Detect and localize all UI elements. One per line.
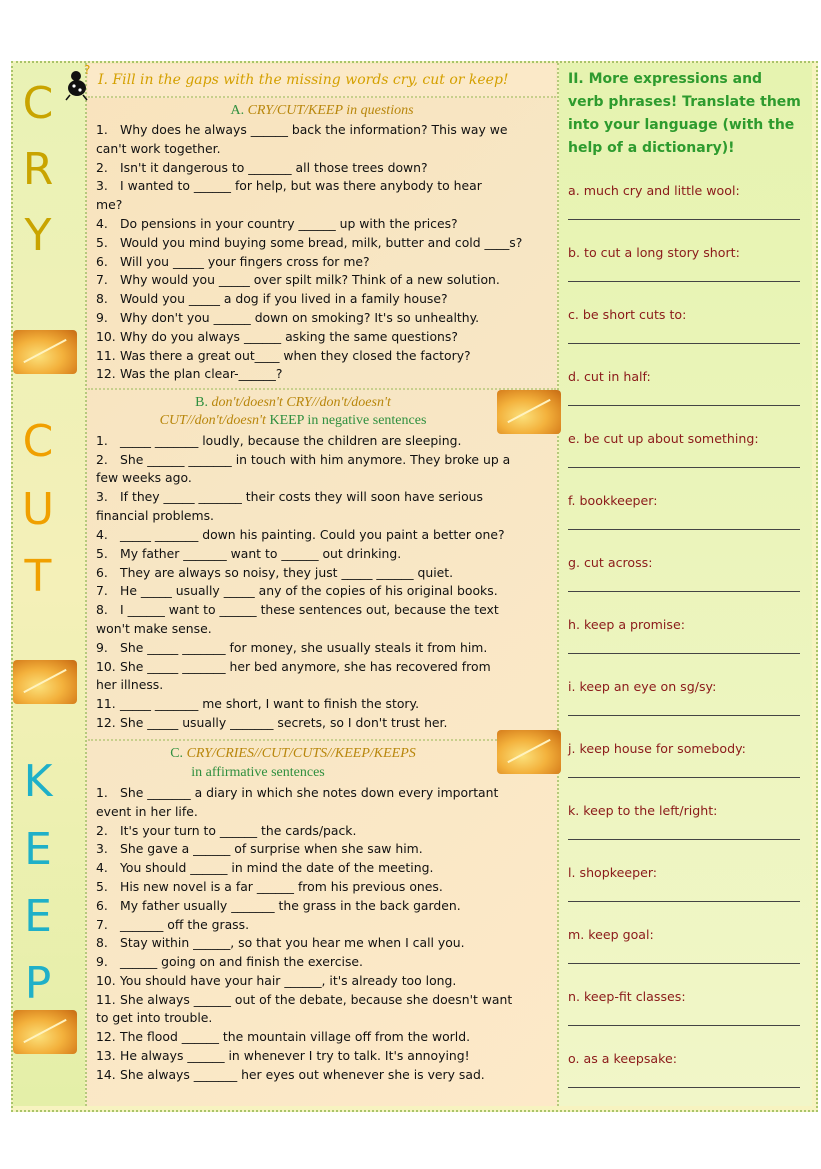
answer-line[interactable] xyxy=(568,715,800,716)
letter-r: R xyxy=(22,144,54,195)
answer-line[interactable] xyxy=(568,1025,800,1026)
item-number: 2. xyxy=(96,159,108,175)
item-text: She _____ usually _______ secrets, so I don't trust her. xyxy=(120,715,448,730)
letter-u: U xyxy=(21,484,55,535)
answer-line[interactable] xyxy=(568,591,800,592)
item-text: Do pensions in your country ______ up with the prices? xyxy=(120,216,458,231)
item-text: It's your turn to ______ the cards/pack. xyxy=(120,822,357,838)
item-text: If they _____ _______ their costs they will soon have serious financial problems. xyxy=(96,489,483,523)
item-number: 9. xyxy=(96,954,108,970)
exercise-item xyxy=(96,451,551,489)
item-text: Will you _____ your fingers cross for me? xyxy=(120,253,370,269)
item-number: 9. xyxy=(96,310,108,325)
item-text: She ______ _______ in touch with him anymore. They broke up a few weeks ago. xyxy=(96,451,511,486)
item-text: Would you _____ a dog if you lived in a family house? xyxy=(120,291,448,307)
item-text: She gave a ______ of surprise when she saw him. xyxy=(120,841,423,857)
item-number: 11. xyxy=(96,696,116,712)
item-number: 3. xyxy=(96,178,108,194)
item-text: _____ _______ loudly, because the children are sleeping. xyxy=(120,433,462,448)
expression-item: c. be short cuts to: xyxy=(568,307,687,322)
item-number: 14. xyxy=(96,1067,116,1082)
item-text: ______ going on and finish the exercise. xyxy=(120,954,363,970)
item-number: 6. xyxy=(96,897,108,913)
item-text: Why does he always ______ back the information? This way we can't work together. xyxy=(96,122,508,156)
expression-item: k. keep to the left/right: xyxy=(568,803,718,818)
column-divider xyxy=(557,63,559,1106)
item-text: She _____ _______ her bed anymore, she has recovered from her illness. xyxy=(96,658,491,693)
item-text: You should have your hair ______, it's already too long. xyxy=(120,973,457,988)
item-number: 4. xyxy=(96,860,108,876)
answer-line[interactable] xyxy=(568,777,800,778)
item-number: 4. xyxy=(96,527,108,542)
item-number: 1. xyxy=(96,433,108,448)
expression-item: h. keep a promise: xyxy=(568,617,685,632)
item-text: I ______ want to ______ these sentences out, because the text won't make sense. xyxy=(96,602,499,636)
answer-line[interactable] xyxy=(568,281,800,282)
exercise-item xyxy=(96,121,551,159)
expression-item: m. keep goal: xyxy=(568,927,654,942)
item-number: 11. xyxy=(96,991,116,1007)
section-a-title: A. CRY/CUT/KEEP in questions xyxy=(230,103,414,118)
expression-item: e. be cut up about something: xyxy=(568,431,759,446)
item-number: 6. xyxy=(96,253,108,269)
answer-line[interactable] xyxy=(568,839,800,840)
autumn-leaf-image xyxy=(13,1010,77,1054)
autumn-leaf-image xyxy=(497,730,561,774)
answer-line[interactable] xyxy=(568,343,800,344)
item-number: 8. xyxy=(96,602,108,618)
item-number: 8. xyxy=(96,291,108,307)
svg-text:?: ? xyxy=(84,63,91,77)
section-c-title: C. CRY/CRIES//CUT/CUTS//KEEP/KEEPS xyxy=(170,746,416,761)
item-text: Why do you always ______ asking the same questions? xyxy=(120,328,458,344)
letter-c: C xyxy=(22,78,54,129)
item-number: 12. xyxy=(96,715,116,730)
expression-item: g. cut across: xyxy=(568,555,653,570)
answer-line[interactable] xyxy=(568,963,800,964)
item-number: 8. xyxy=(96,935,108,951)
answer-line[interactable] xyxy=(568,219,800,220)
section-b-title: B. don't/doesn't CRY//don't/doesn't xyxy=(195,395,391,410)
item-text: They are always so noisy, they just _____ ______ quiet. xyxy=(120,564,454,580)
ladybug-icon xyxy=(62,62,96,102)
item-number: 11. xyxy=(96,347,116,363)
item-text: He always ______ in whenever I try to talk. It's annoying! xyxy=(120,1048,470,1064)
expression-item: o. as a keepsake: xyxy=(568,1051,677,1066)
item-text: I wanted to ______ for help, but was there anybody to hear me? xyxy=(96,178,482,212)
autumn-leaf-image xyxy=(13,330,77,374)
answer-line[interactable] xyxy=(568,901,800,902)
item-number: 3. xyxy=(96,489,108,505)
item-number: 12. xyxy=(96,366,116,382)
item-text: Why don't you ______ down on smoking? It's so unhealthy. xyxy=(120,310,480,325)
item-text: She _______ a diary in which she notes down every important event in her life. xyxy=(96,785,499,819)
letter-p: P xyxy=(24,958,52,1009)
item-number: 5. xyxy=(96,545,108,561)
item-number: 10. xyxy=(96,973,116,988)
exercise-item xyxy=(96,991,551,1029)
letter-y: Y xyxy=(24,210,52,261)
autumn-leaf-image xyxy=(13,660,77,704)
item-text: My father _______ want to ______ out drinking. xyxy=(120,545,402,561)
item-number: 2. xyxy=(96,451,108,467)
item-text: _____ _______ me short, I want to finish the story. xyxy=(120,696,420,712)
answer-line[interactable] xyxy=(568,653,800,654)
section-b-title-line2: CUT//don't/doesn't KEEP in negative sentences xyxy=(159,413,427,428)
item-text: Why would you _____ over spilt milk? Think of a new solution. xyxy=(120,272,500,288)
answer-line[interactable] xyxy=(568,405,800,406)
item-number: 7. xyxy=(96,272,108,288)
item-text: Would you mind buying some bread, milk, butter and cold ____s? xyxy=(120,234,523,250)
item-number: 7. xyxy=(96,916,108,932)
letter-c: C xyxy=(22,416,54,467)
section-divider xyxy=(88,739,556,741)
item-text: _____ _______ down his painting. Could you paint a better one? xyxy=(120,527,505,542)
answer-line[interactable] xyxy=(568,1087,800,1088)
expression-item: d. cut in half: xyxy=(568,369,651,384)
exercise-item xyxy=(96,601,551,639)
section-c-title-line2: in affirmative sentences xyxy=(191,765,325,780)
item-text: She always ______ out of the debate, because she doesn't want to get into trouble. xyxy=(96,991,513,1026)
item-number: 6. xyxy=(96,564,108,580)
expression-item: i. keep an eye on sg/sy: xyxy=(568,679,717,694)
item-number: 1. xyxy=(96,122,108,137)
section-divider xyxy=(88,388,556,390)
expression-item: l. shopkeeper: xyxy=(568,865,658,880)
item-number: 9. xyxy=(96,639,108,655)
expression-item: n. keep-fit classes: xyxy=(568,989,686,1004)
item-text: Was there a great out____ when they closed the factory? xyxy=(120,347,471,363)
item-text: You should ______ in mind the date of the meeting. xyxy=(120,860,434,876)
exercise-item xyxy=(96,488,551,526)
item-text: My father usually _______ the grass in the back garden. xyxy=(120,897,461,913)
item-number: 13. xyxy=(96,1048,116,1064)
expression-item: j. keep house for somebody: xyxy=(568,741,746,756)
item-text: Isn't it dangerous to _______ all those trees down? xyxy=(120,159,428,175)
item-number: 7. xyxy=(96,583,108,599)
expressions-heading: II. More expressions and verb phrases! Translate them into your language (with the help of a dictionary)! xyxy=(568,71,801,156)
letter-t: T xyxy=(24,551,52,602)
item-number: 2. xyxy=(96,822,108,838)
item-number: 10. xyxy=(96,328,116,344)
expression-item: f. bookkeeper: xyxy=(568,493,658,508)
item-text: She always _______ her eyes out whenever she is very sad. xyxy=(120,1067,485,1082)
item-text: She _____ _______ for money, she usually steals it from him. xyxy=(120,639,488,655)
letter-e: E xyxy=(24,824,52,875)
item-number: 10. xyxy=(96,658,116,674)
expression-item: b. to cut a long story short: xyxy=(568,245,740,260)
expression-item: a. much cry and little wool: xyxy=(568,183,740,198)
item-number: 4. xyxy=(96,216,108,231)
answer-line[interactable] xyxy=(568,467,800,468)
letter-k: K xyxy=(23,756,53,807)
autumn-leaf-image xyxy=(497,390,561,434)
item-number: 3. xyxy=(96,841,108,857)
item-number: 1. xyxy=(96,785,108,800)
item-text: _______ off the grass. xyxy=(120,916,250,932)
instruction-text: I. Fill in the gaps with the missing words cry, cut or keep! xyxy=(98,72,509,88)
item-text: He _____ usually _____ any of the copies of his original books. xyxy=(120,583,498,599)
item-number: 12. xyxy=(96,1029,116,1045)
item-text: The flood ______ the mountain village off from the world. xyxy=(120,1029,471,1045)
item-text: Was the plan clear-______? xyxy=(120,366,283,382)
item-number: 5. xyxy=(96,879,108,894)
letter-e: E xyxy=(24,891,52,942)
item-text: Stay within ______, so that you hear me when I call you. xyxy=(120,935,465,951)
item-text: His new novel is a far ______ from his previous ones. xyxy=(120,879,443,894)
exercise-item xyxy=(96,177,551,215)
column-divider xyxy=(85,63,87,1106)
exercise-item xyxy=(96,784,551,822)
answer-line[interactable] xyxy=(568,529,800,530)
item-number: 5. xyxy=(96,234,108,250)
exercise-item xyxy=(96,658,551,696)
